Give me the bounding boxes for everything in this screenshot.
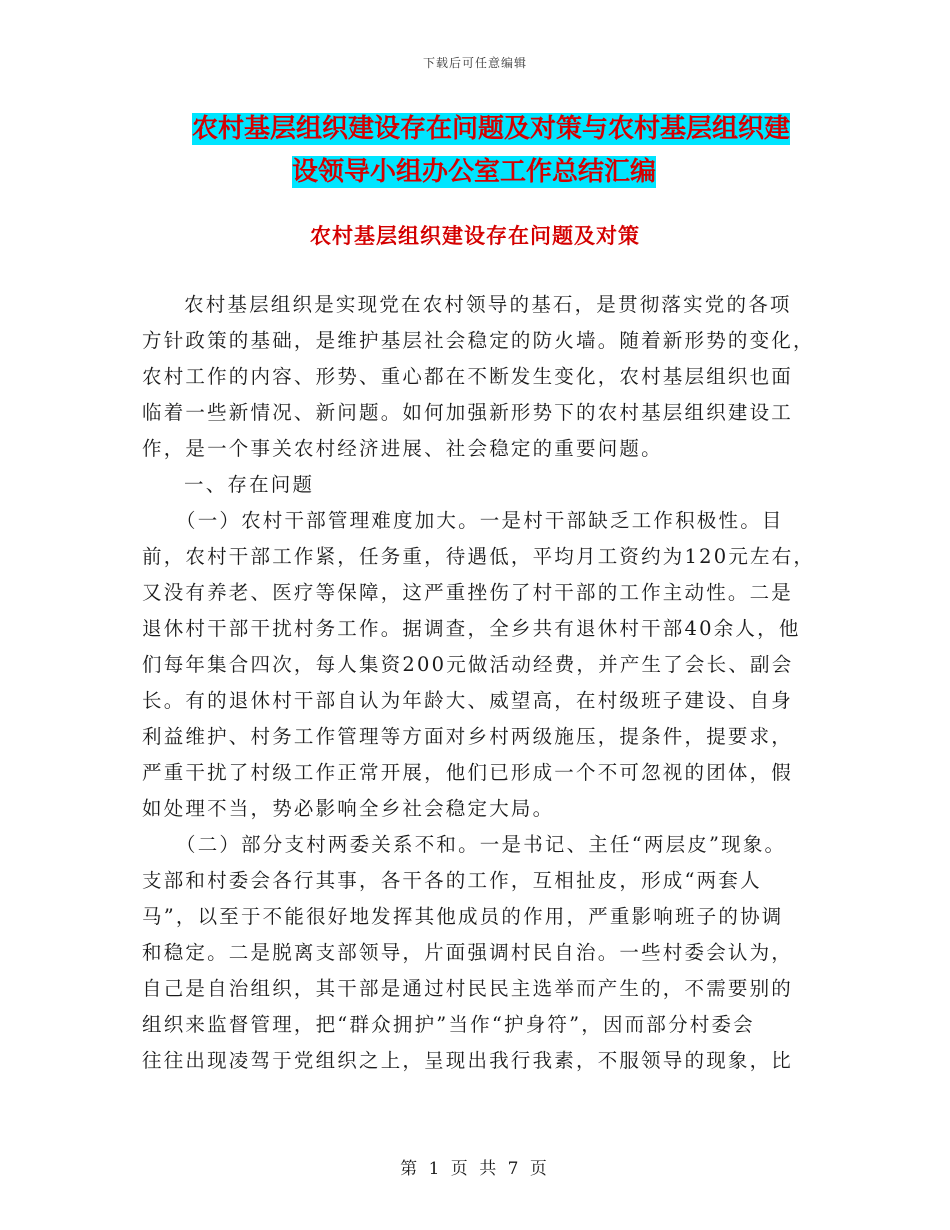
body-line: 农村工作的内容、形势、重心都在不断发生变化，农村基层组织也面	[142, 365, 794, 388]
body-line: 利益维护、村务工作管理等方面对乡村两级施压，提条件，提要求，	[142, 725, 794, 748]
page-number: 第 1 页 共 7 页	[400, 1159, 550, 1179]
body-line: 农村基层组织是实现党在农村领导的基石，是贯彻落实党的各项	[184, 293, 792, 316]
title-line-2: 设领导小组办公室工作总结汇编	[292, 157, 657, 187]
body-line: （一）农村干部管理难度加大。一是村干部缺乏工作积极性。目	[176, 509, 784, 532]
document-title	[140, 108, 820, 194]
body-line: 临着一些新情况、新问题。如何加强新形势下的农村基层组织建设工	[142, 401, 794, 424]
body-line: 组织来监督管理，把“群众拥护”当作“护身符”，因而部分村委会	[142, 1013, 755, 1036]
body-line: 退休村干部干扰村务工作。据调查，全乡共有退休村干部40余人，他	[142, 617, 801, 640]
page-header-note: 下载后可任意编辑	[422, 56, 527, 70]
body-line: 支部和村委会各行其事，各干各的工作，互相扯皮，形成“两套人	[142, 869, 762, 892]
body-line: 马”，以至于不能很好地发挥其他成员的作用，严重影响班子的协调	[142, 905, 784, 928]
section-heading: 一、存在问题	[184, 473, 315, 496]
body-line: 们每年集合四次，每人集资200元做活动经费，并产生了会长、副会	[142, 653, 794, 676]
body-line: 长。有的退休村干部自认为年龄大、威望高，在村级班子建设、自身	[142, 689, 794, 712]
body-text	[142, 287, 816, 1079]
body-line: 和稳定。二是脱离支部领导，片面强调村民自治。一些村委会认为，	[142, 941, 794, 964]
body-line: 前，农村干部工作紧，任务重，待遇低，平均月工资约为120元左右，	[142, 545, 816, 568]
body-line: 又没有养老、医疗等保障，这严重挫伤了村干部的工作主动性。二是	[142, 581, 794, 604]
body-line: 往往出现凌驾于党组织之上，呈现出我行我素，不服领导的现象，比	[142, 1049, 794, 1072]
title-line-1: 农村基层组织建设存在问题及对策与农村基层组织建	[192, 114, 791, 144]
body-line: 严重干扰了村级工作正常开展，他们已形成一个不可忽视的团体，假	[142, 761, 794, 784]
body-line: 作，是一个事关农村经济进展、社会稳定的重要问题。	[142, 437, 663, 460]
body-line: 方针政策的基础，是维护基层社会稳定的防火墙。随着新形势的变化，	[142, 329, 815, 352]
body-line: 如处理不当，势必影响全乡社会稳定大局。	[142, 797, 555, 820]
body-line: （二）部分支村两委关系不和。一是书记、主任“两层皮”现象。	[176, 833, 787, 856]
body-line: 自己是自治组织，其干部是通过村民民主选举而产生的，不需要别的	[142, 977, 794, 1000]
section-title: 农村基层组织建设存在问题及对策	[310, 224, 640, 248]
